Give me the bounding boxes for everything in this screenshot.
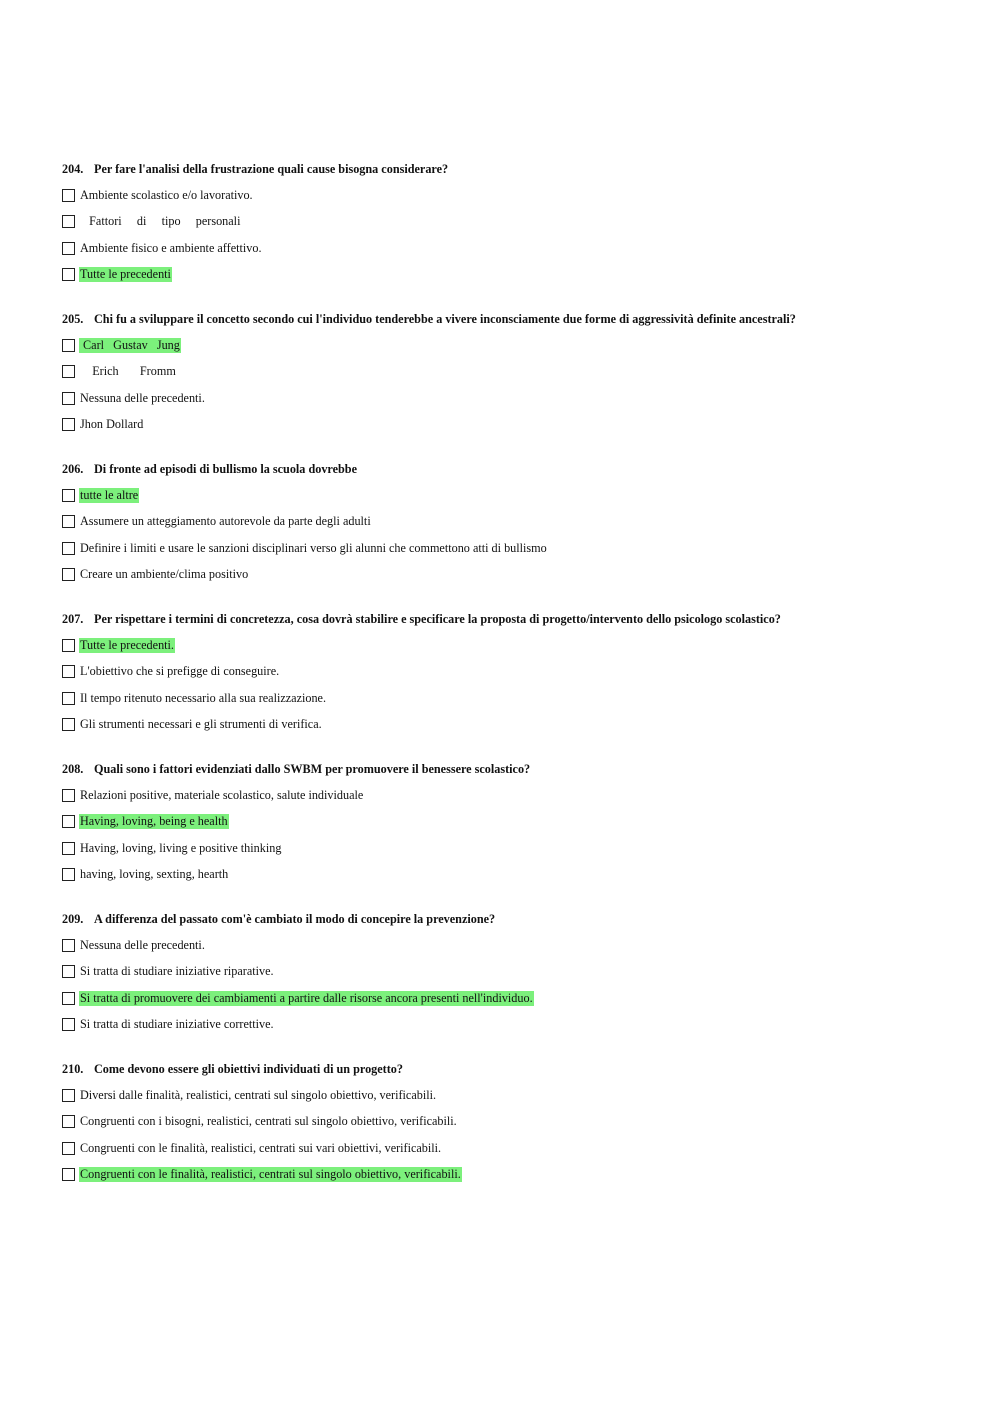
answer-text: Ambiente scolastico e/o lavorativo. [80, 187, 253, 202]
question-title [62, 906, 942, 932]
answer-option [62, 985, 942, 1012]
question-text: Per fare l'analisi della frustrazione quali cause bisogna considerare? [94, 162, 449, 176]
answer-option [62, 1082, 942, 1109]
answer-checkbox[interactable] [62, 665, 75, 678]
answer-option [62, 932, 942, 959]
answer-text: Congruenti con i bisogni, realistici, centrati sul singolo obiettivo, verificabili. [80, 1114, 457, 1129]
answer-text: Definire i limiti e usare le sanzioni disciplinari verso gli alunni che commettono atti di bullismo [80, 540, 547, 555]
answer-text-highlighted: Tutte le precedenti. [80, 637, 174, 652]
answer-checkbox[interactable] [62, 418, 75, 431]
question-title [62, 756, 942, 782]
answer-checkbox[interactable] [62, 789, 75, 802]
answer-option [62, 862, 942, 889]
question-text: Per rispettare i termini di concretezza, cosa dovrà stabilire e specificare la proposta di progetto/intervento dello psicologo scolastico? [94, 612, 781, 626]
answer-option [62, 835, 942, 862]
answer-text: Having, loving, living e positive thinking [80, 840, 282, 855]
answer-option [62, 482, 942, 509]
answer-option [62, 632, 942, 659]
answer-option [62, 385, 942, 412]
answer-checkbox[interactable] [62, 1142, 75, 1155]
answer-checkbox[interactable] [62, 1018, 75, 1031]
question-block [62, 906, 942, 1038]
answer-text: Creare un ambiente/clima positivo [80, 567, 249, 582]
question-number: 206. [62, 462, 84, 476]
answer-option [62, 332, 942, 359]
answer-text: L'obiettivo che si prefigge di conseguire. [80, 664, 280, 679]
answer-checkbox[interactable] [62, 1168, 75, 1181]
answer-checkbox[interactable] [62, 1089, 75, 1102]
answer-option [62, 782, 942, 809]
answer-option [62, 412, 942, 439]
answer-checkbox[interactable] [62, 489, 75, 502]
question-title [62, 306, 942, 332]
answer-option [62, 209, 942, 236]
answer-option [62, 509, 942, 536]
answer-checkbox[interactable] [62, 692, 75, 705]
answer-text: Assumere un atteggiamento autorevole da parte degli adulti [80, 514, 371, 529]
answer-option [62, 809, 942, 836]
answer-text-highlighted: tutte le altre [80, 487, 139, 502]
question-number: 204. [62, 162, 84, 176]
answer-text: Nessuna delle precedenti. [80, 937, 205, 952]
question-number: 208. [62, 762, 84, 776]
answer-checkbox[interactable] [62, 842, 75, 855]
answer-text-highlighted: Carl Gustav Jung [80, 337, 180, 352]
answer-text: Gli strumenti necessari e gli strumenti di verifica. [80, 717, 322, 732]
answer-checkbox[interactable] [62, 189, 75, 202]
answer-text: Erich Fromm [80, 364, 176, 379]
question-number: 207. [62, 612, 84, 626]
question-number: 210. [62, 1062, 84, 1076]
answer-text: Jhon Dollard [80, 417, 144, 432]
answer-text: Diversi dalle finalità, realistici, centrati sul singolo obiettivo, verificabili. [80, 1087, 437, 1102]
answer-checkbox[interactable] [62, 965, 75, 978]
answer-option [62, 1012, 942, 1039]
answer-text: Fattori di tipo personali [80, 214, 241, 229]
answer-checkbox[interactable] [62, 215, 75, 228]
answer-text-highlighted: Having, loving, being e health [80, 814, 228, 829]
answer-text: Nessuna delle precedenti. [80, 390, 205, 405]
answer-text: Congruenti con le finalità, realistici, centrati sui vari obiettivi, verificabili. [80, 1140, 442, 1155]
answer-option [62, 359, 942, 386]
answer-text: Il tempo ritenuto necessario alla sua realizzazione. [80, 690, 327, 705]
answer-checkbox[interactable] [62, 392, 75, 405]
question-text: A differenza del passato com'è cambiato il modo di concepire la prevenzione? [94, 912, 496, 926]
question-block [62, 156, 942, 288]
question-number: 205. [62, 312, 84, 326]
question-text: Come devono essere gli obiettivi individuati di un progetto? [94, 1062, 403, 1076]
answer-text: Si tratta di studiare iniziative riparative. [80, 964, 274, 979]
answer-checkbox[interactable] [62, 868, 75, 881]
question-title [62, 606, 942, 632]
answer-checkbox[interactable] [62, 365, 75, 378]
answer-option [62, 712, 942, 739]
question-text: Di fronte ad episodi di bullismo la scuola dovrebbe [94, 462, 357, 476]
question-block [62, 606, 942, 738]
answer-option [62, 1162, 942, 1189]
question-text: Chi fu a sviluppare il concetto secondo cui l'individuo tenderebbe a vivere inconsciamente due forme di aggressività definite ancestrali? [94, 312, 796, 326]
answer-option [62, 1135, 942, 1162]
answer-checkbox[interactable] [62, 939, 75, 952]
answer-text-highlighted: Congruenti con le finalità, realistici, centrati sul singolo obiettivo, verificabili. [80, 1167, 461, 1182]
answer-option [62, 235, 942, 262]
question-text: Quali sono i fattori evidenziati dallo SWBM per promuovere il benessere scolastico? [94, 762, 531, 776]
question-block [62, 1056, 942, 1188]
answer-text: Relazioni positive, materiale scolastico, salute individuale [80, 787, 364, 802]
answer-option [62, 562, 942, 589]
question-block [62, 756, 942, 888]
question-block [62, 456, 942, 588]
quiz-document [62, 156, 942, 1206]
answer-text-highlighted: Tutte le precedenti [80, 267, 171, 282]
answer-checkbox[interactable] [62, 242, 75, 255]
answer-option [62, 182, 942, 209]
answer-option [62, 262, 942, 289]
question-title [62, 156, 942, 182]
answer-option [62, 1109, 942, 1136]
answer-checkbox[interactable] [62, 568, 75, 581]
answer-option [62, 659, 942, 686]
answer-option [62, 685, 942, 712]
answer-checkbox[interactable] [62, 339, 75, 352]
question-number: 209. [62, 912, 84, 926]
question-block [62, 306, 942, 438]
question-title [62, 1056, 942, 1082]
question-title [62, 456, 942, 482]
answer-checkbox[interactable] [62, 515, 75, 528]
answer-checkbox[interactable] [62, 815, 75, 828]
answer-checkbox[interactable] [62, 268, 75, 281]
answer-option [62, 959, 942, 986]
answer-text: having, loving, sexting, hearth [80, 867, 229, 882]
answer-checkbox[interactable] [62, 992, 75, 1005]
answer-text: Si tratta di studiare iniziative correttive. [80, 1017, 274, 1032]
answer-checkbox[interactable] [62, 718, 75, 731]
answer-text-highlighted: Si tratta di promuovere dei cambiamenti a partire dalle risorse ancora presenti nell'individuo. [80, 990, 533, 1005]
answer-checkbox[interactable] [62, 542, 75, 555]
answer-checkbox[interactable] [62, 1115, 75, 1128]
answer-checkbox[interactable] [62, 639, 75, 652]
answer-text: Ambiente fisico e ambiente affettivo. [80, 240, 262, 255]
answer-option [62, 535, 942, 562]
